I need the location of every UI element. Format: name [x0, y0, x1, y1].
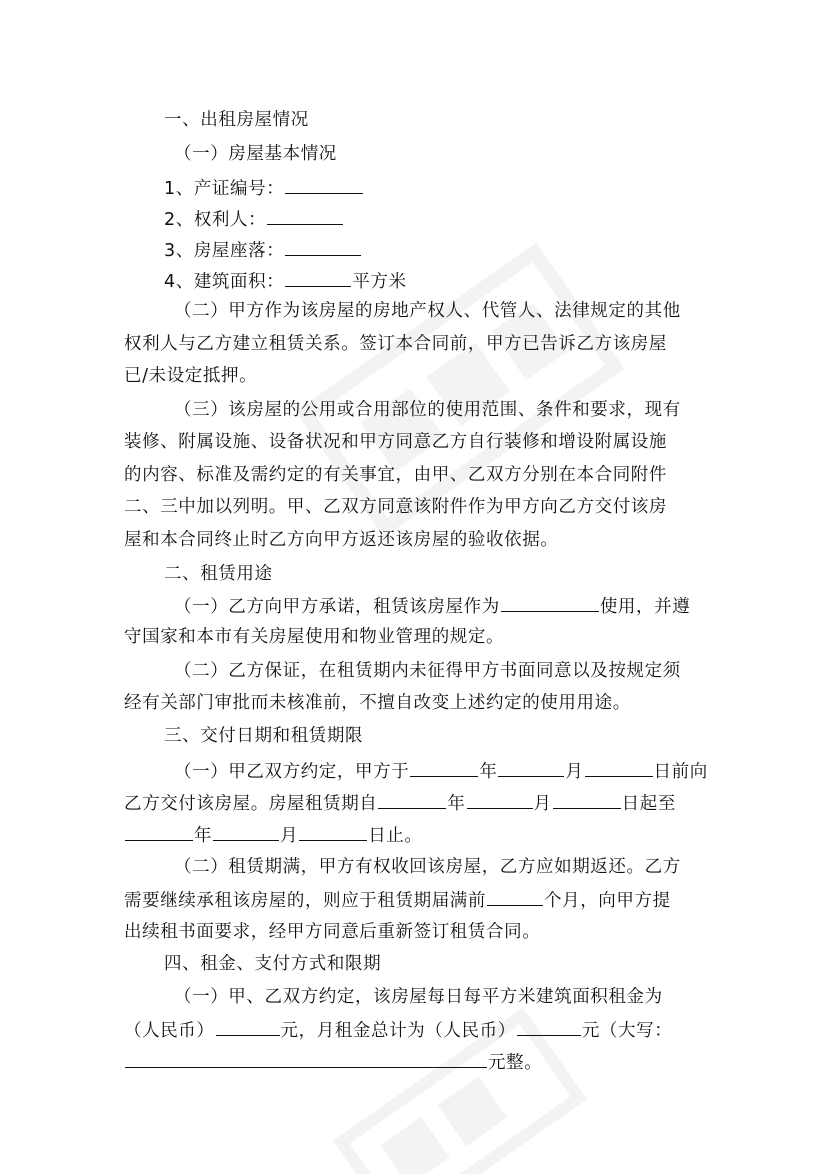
text-segment: （人民币） — [124, 1021, 215, 1041]
text-segment: 1、产证编号： — [164, 179, 285, 199]
text-line — [124, 1017, 672, 1043]
text-line — [174, 142, 337, 166]
text-segment: 2、权利人： — [164, 210, 267, 230]
text-segment: 屋和本合同终止时乙方向甲方返还该房屋的验收依据。 — [124, 530, 559, 550]
text-segment: 日止。 — [368, 826, 423, 846]
text-segment: 元整。 — [488, 1053, 543, 1073]
fill-in-blank[interactable] — [467, 790, 533, 809]
text-segment: 年 — [447, 794, 466, 814]
text-segment: 的内容、标准及需约定的有关事宜，由甲、乙双方分别在本合同附件 — [124, 465, 667, 485]
fill-in-blank[interactable] — [410, 758, 478, 777]
text-line — [164, 268, 407, 294]
watermark-graphic-bottom — [308, 980, 613, 1174]
text-segment: （一）甲、乙双方约定，该房屋每日每平方米建筑面积租金为 — [174, 987, 663, 1007]
text-line — [174, 593, 690, 619]
fill-in-blank[interactable] — [285, 175, 363, 194]
text-segment: （二）租赁期满，甲方有权收回该房屋，乙方应如期返还。乙方 — [174, 857, 681, 877]
text-line — [174, 299, 681, 323]
fill-in-blank[interactable] — [501, 593, 599, 612]
fill-in-blank[interactable] — [213, 822, 279, 841]
text-segment: 出续租书面要求，经甲方同意后重新签订租赁合同。 — [124, 922, 541, 942]
text-line — [124, 691, 631, 715]
text-line — [124, 920, 540, 944]
fill-in-blank[interactable] — [517, 1017, 581, 1036]
text-segment: 一、出租房屋情况 — [164, 110, 309, 130]
fill-in-blank[interactable] — [125, 822, 193, 841]
fill-in-blank[interactable] — [487, 887, 543, 906]
text-segment: （一）乙方向甲方承诺，租赁该房屋作为 — [174, 597, 500, 617]
text-segment: 月 — [280, 826, 299, 846]
text-line — [174, 758, 708, 784]
text-segment: 3、房屋座落： — [164, 241, 285, 261]
text-segment: 月 — [533, 794, 552, 814]
text-line — [124, 887, 671, 913]
text-line — [164, 206, 344, 232]
text-segment: 日起至 — [621, 794, 676, 814]
text-line — [164, 237, 362, 263]
text-segment: 日前向 — [653, 762, 708, 782]
text-segment: 装修、附属设施、设备状况和甲方同意乙方自行装修和增设附属设施 — [124, 432, 667, 452]
fill-in-blank[interactable] — [285, 268, 351, 287]
text-segment: 已/未设定抵押。 — [124, 366, 258, 386]
text-line — [124, 1049, 542, 1075]
text-segment: 三、交付日期和租赁期限 — [164, 726, 364, 746]
text-segment: 元（大写： — [581, 1021, 673, 1041]
text-line — [174, 659, 681, 683]
text-line — [164, 175, 364, 201]
text-segment: 乙方交付该房屋。房屋租赁期自 — [124, 794, 378, 814]
text-line — [174, 398, 681, 422]
text-line — [164, 724, 363, 748]
fill-in-blank[interactable] — [378, 790, 446, 809]
text-segment: 守国家和本市有关房屋使用和物业管理的规定。 — [124, 627, 505, 647]
fill-in-blank[interactable] — [285, 237, 361, 256]
text-segment: 二、租赁用途 — [164, 564, 273, 584]
text-line — [124, 822, 423, 848]
fill-in-blank[interactable] — [498, 758, 564, 777]
text-line — [124, 625, 504, 649]
text-line — [164, 562, 273, 586]
text-segment: 个月，向甲方提 — [544, 891, 671, 911]
fill-in-blank[interactable] — [216, 1017, 280, 1036]
text-segment: 经有关部门审批而未核准前，不擅自改变上述约定的使用用途。 — [124, 693, 631, 713]
text-segment: （三）该房屋的公用或合用部位的使用范围、条件和要求，现有 — [174, 400, 681, 420]
text-line — [164, 952, 381, 976]
text-segment: （二）乙方保证，在租赁期内未征得甲方书面同意以及按规定须 — [174, 661, 681, 681]
text-segment: （二）甲方作为该房屋的房地产权人、代管人、法律规定的其他 — [174, 301, 681, 321]
text-segment: 年 — [479, 762, 498, 782]
text-segment: （一）甲乙双方约定，甲方于 — [174, 762, 410, 782]
text-segment: 年 — [194, 826, 213, 846]
fill-in-blank[interactable] — [267, 206, 343, 225]
text-line — [174, 985, 663, 1009]
text-segment: 二、三中加以列明。甲、乙双方同意该附件作为甲方向乙方交付该房 — [124, 497, 667, 517]
text-line — [124, 495, 667, 519]
text-line — [174, 855, 681, 879]
text-segment: 4、建筑面积： — [164, 272, 285, 292]
fill-in-blank[interactable] — [553, 790, 621, 809]
fill-in-blank[interactable] — [299, 822, 367, 841]
text-line — [164, 108, 309, 132]
text-line — [124, 528, 558, 552]
text-segment: 四、租金、支付方式和限期 — [164, 954, 382, 974]
text-line — [124, 332, 667, 356]
text-line — [124, 790, 676, 816]
text-segment: 元，月租金总计为（人民币） — [280, 1021, 516, 1041]
text-line — [124, 364, 257, 388]
fill-in-blank[interactable] — [585, 758, 653, 777]
text-line — [124, 430, 667, 454]
text-segment: 使用，并遵 — [599, 597, 691, 617]
text-segment: 平方米 — [352, 272, 407, 292]
text-segment: 需要继续承租该房屋的，则应于租赁期届满前 — [124, 891, 486, 911]
text-segment: 权利人与乙方建立租赁关系。签订本合同前，甲方已告诉乙方该房屋 — [124, 334, 667, 354]
text-line — [124, 463, 667, 487]
fill-in-blank[interactable] — [125, 1049, 487, 1068]
text-segment: 月 — [565, 762, 584, 782]
text-segment: （一）房屋基本情况 — [174, 144, 337, 164]
